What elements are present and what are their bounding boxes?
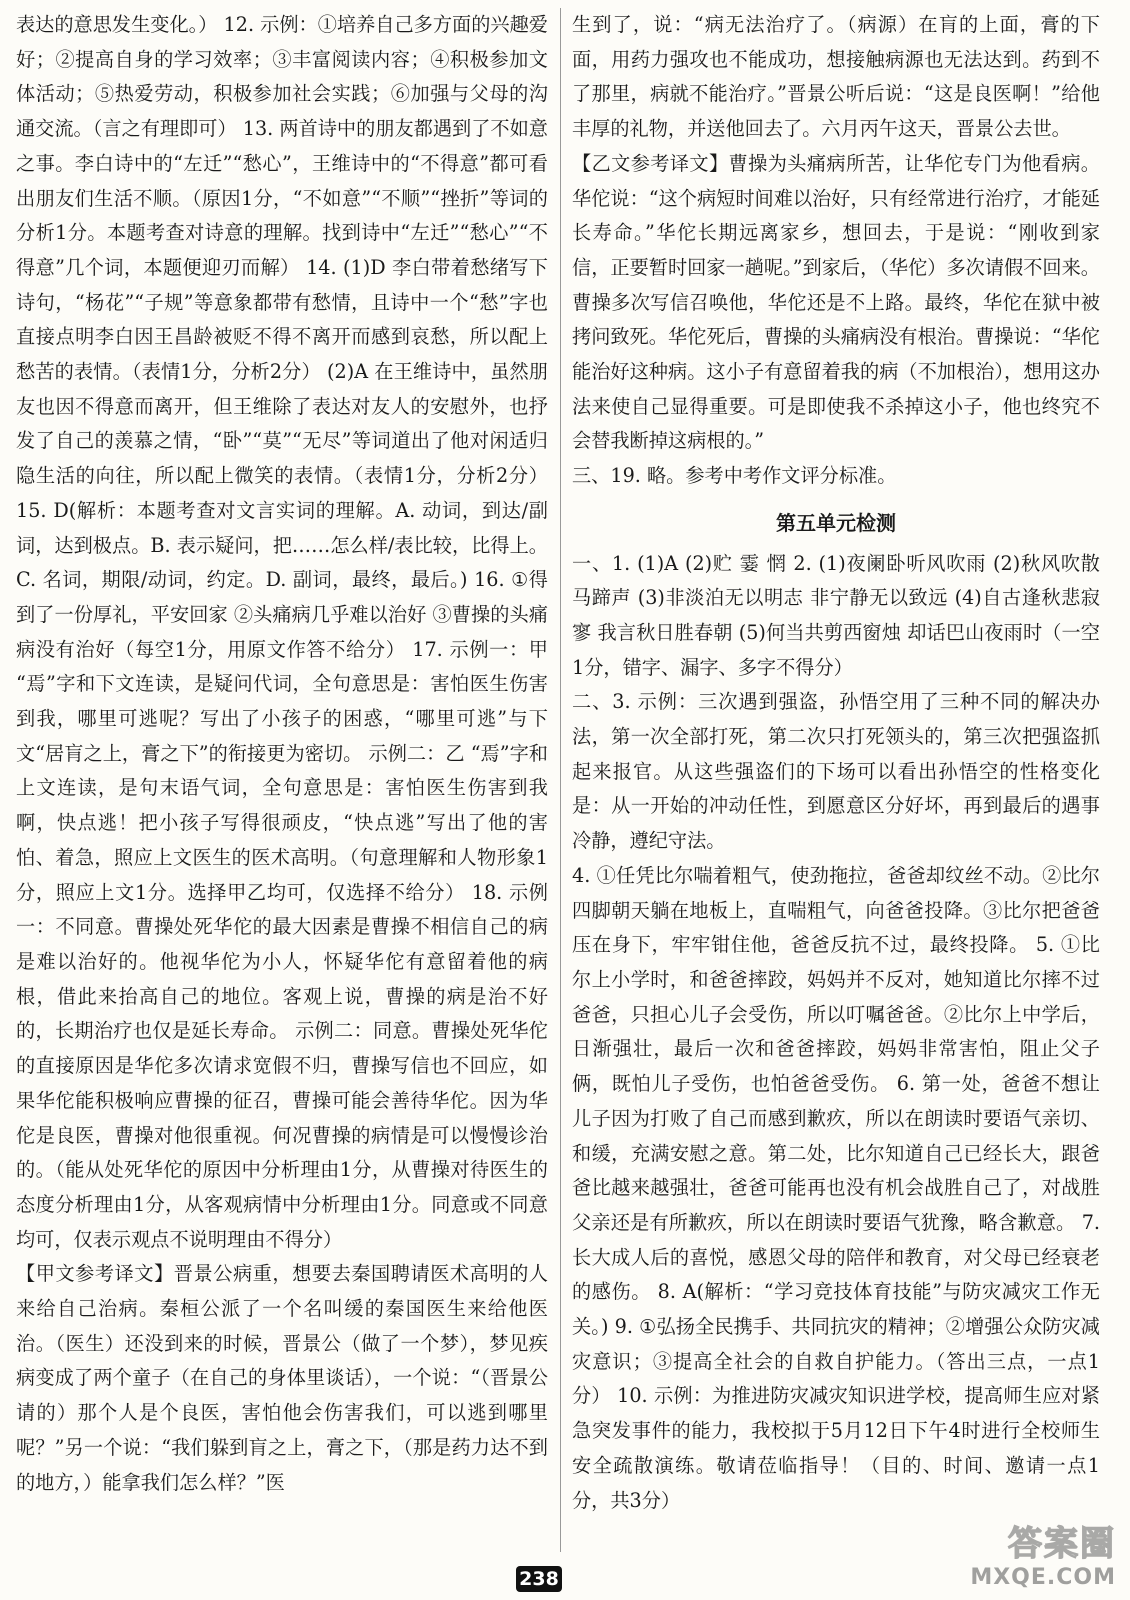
right-column	[572, 8, 1100, 1552]
unit-five-part-two: 二、3. 示例：三次遇到强盗，孙悟空用了三种不同的解决办法，第一次全部打死，第二次只打死领头的，第三次把强盗抓起来报官。从这些强盗们的下场可以看出孙悟空的性格变化是：从一开始的冲动任性，到愿意区分好坏，再到最后的遇事冷静，遵纪守法。	[572, 690, 1100, 853]
watermark	[970, 1516, 1116, 1590]
watermark-logo: 答案圈	[1008, 1524, 1116, 1564]
watermark-url: MXQE.COM	[970, 1565, 1116, 1590]
translation-jia: 【甲文参考译文】晋景公病重，想要去秦国聘请医术高明的人来给自己治病。秦桓公派了一个名叫缓的秦国医生来给他医治。（医生）还没到来的时候，晋景公（做了一个梦），梦见疾病变成了两个童子（在自己的身体里谈话），一个说：“（晋景公请的）那个人是个良医，害怕他会伤害我们，可以逃到哪里呢？”另一个说：“我们躲到肓之上，膏之下，（那是药力达不到的地方，）能拿我们怎么样？”医	[16, 1262, 548, 1494]
unit-five-answers-4-10: 4. ①任凭比尔喘着粗气，使劲拖拉，爸爸却纹丝不动。②比尔四脚朝天躺在地板上，直喘粗气，向爸爸投降。③比尔把爸爸压在身下，牢牢钳住他，爸爸反抗不过，最终投降。 5. ①比尔上小学时，和爸爸摔跤，妈妈并不反对，她知道比尔摔不过爸爸，只担心儿子会受伤，所以叮嘱爸爸。②比尔上中学后，日渐强壮，最后一次和爸爸摔跤，妈妈非常害怕，阻止父子俩，既怕儿子受伤，也怕爸爸受伤。 6. 第一处，爸爸不想让儿子因为打败了自己而感到歉疚，所以在朗读时要语气亲切、和缓，充满安慰之意。第二处，比尔知道自己已经长大，跟爸爸比越来越强壮，爸爸可能再也没有机会战胜自己了，对战胜父亲还是有所歉疚，所以在朗读时要语气犹豫，略含歉意。 7. 长大成人后的喜悦，感恩父母的陪伴和教育，对父母已经衰老的感伤。 8. A(解析：“学习竞技体育技能”与防灾减灾工作无关。) 9. ①弘扬全民携手、共同抗灾的精神；②增强公众防灾减灾意识；③提高全社会的自救自护能力。（答出三点，一点1分） 10. 示例：为推进防灾减灾知识进学校，提高师生应对紧急突发事件的能力，我校拟于5月12日下午4时进行全校师生安全疏散演练。敬请莅临指导！（目的、时间、邀请一点1分，共3分）	[572, 863, 1100, 1512]
left-column	[16, 8, 548, 1552]
unit-five-title: 第五单元检测	[776, 510, 896, 535]
answer-19: 三、19. 略。参考中考作文评分标准。	[572, 464, 897, 488]
translation-jia-continued: 生到了，说：“病无法治疗了。（病源）在肓的上面，膏的下面，用药力强攻也不能成功，想接触病源也无法达到。药到不了那里，病就不能治疗。”晋景公听后说：“这是良医啊！”给他丰厚的礼物，并送他回去了。六月丙午这天，晋景公去世。	[572, 13, 1100, 141]
unit-five-part-one: 一、1. (1)A (2)贮 霎 惘 2. (1)夜阑卧听风吹雨 (2)秋风吹散马蹄声 (3)非淡泊无以明志 非宁静无以致远 (4)自古逢秋悲寂寥 我言秋日胜春朝 (5)何当共剪西窗烛 却话巴山夜雨时（一空1分，错字、漏字、多字不得分）	[572, 551, 1100, 679]
column-divider	[560, 8, 561, 1552]
translation-yi: 【乙文参考译文】曹操为头痛病所苦，让华佗专门为他看病。华佗说：“这个病短时间难以治好，只有经常进行治疗，才能延长寿命。”华佗长期远离家乡，想回去，于是说：“刚收到家信，正要暂时回家一趟呢。”到家后，（华佗）多次请假不回来。曹操多次写信召唤他，华佗还是不上路。最终，华佗在狱中被拷问致死。华佗死后，曹操的头痛病没有根治。曹操说：“华佗能治好这种病。这小子有意留着我的病（不加根治），想用这办法来使自己显得重要。可是即使我不杀掉这小子，他也终究不会替我断掉这病根的。”	[572, 151, 1100, 453]
answers-12-18: 表达的意思发生变化。） 12. 示例：①培养自己多方面的兴趣爱好；②提高自身的学习效率；③丰富阅读内容；④积极参加文体活动；⑤热爱劳动，积极参加社会实践；⑥加强与父母的沟通交流。（言之有理即可） 13. 两首诗中的朋友都遇到了不如意之事。李白诗中的“左迁”“愁心”，王维诗中的“不得意”都可看出朋友们生活不顺。（原因1分，“不如意”“不顺”“挫折”等词的分析1分。本题考查对诗意的理解。找到诗中“左迁”“愁心”“不得意”几个词，本题便迎刃而解） 14. (1)D 李白带着愁绪写下诗句，“杨花”“子规”等意象都带有愁情，且诗中一个“愁”字也直接点明李白因王昌龄被贬不得不离开而感到哀愁，所以配上愁苦的表情。（表情1分，分析2分） (2)A 在王维诗中，虽然朋友也因不得意而离开，但王维除了表达对友人的安慰外，也抒发了自己的羡慕之情，“卧”“莫”“无尽”等词道出了他对闲适归隐生活的向往，所以配上微笑的表情。（表情1分，分析2分） 15. D(解析：本题考查对文言实词的理解。A. 动词，到达/副词，达到极点。B. 表示疑问，把……怎么样/表比较，比得上。C. 名词，期限/动词，约定。D. 副词，最终，最后。) 16. ①得到了一份厚礼，平安回家 ②头痛病几乎难以治好 ③曹操的头痛病没有治好（每空1分，用原文作答不给分） 17. 示例一：甲 “焉”字和下文连读，是疑问代词，全句意思是：害怕医生伤害到我，哪里可逃呢？写出了小孩子的困惑，“哪里可逃”与下文“居肓之上，膏之下”的衔接更为密切。 示例二：乙 “焉”字和上文连读，是句末语气词，全句意思是：害怕医生伤害到我啊，快点逃！把小孩子写得很顽皮，“快点逃”写出了他的害怕、着急，照应上文医生的医术高明。（句意理解和人物形象1分，照应上文1分。选择甲乙均可，仅选择不给分） 18. 示例一：不同意。曹操处死华佗的最大因素是曹操不相信自己的病是难以治好的。他视华佗为小人，怀疑华佗有意留着他的病根，借此来抬高自己的地位。客观上说，曹操的病是治不好的，长期治疗也仅是延长寿命。 示例二：同意。曹操处死华佗的直接原因是华佗多次请求宽假不归，曹操写信也不回应，如果华佗能积极响应曹操的征召，曹操可能会善待华佗。因为华佗是良医，曹操对他很重视。何况曹操的病情是可以慢慢诊治的。（能从处死华佗的原因中分析理由1分，从曹操对待医生的态度分析理由1分，从客观病情中分析理由1分。同意或不同意均可，仅表示观点不说明理由不得分）	[16, 13, 548, 1251]
page-number: 238	[516, 1566, 562, 1592]
